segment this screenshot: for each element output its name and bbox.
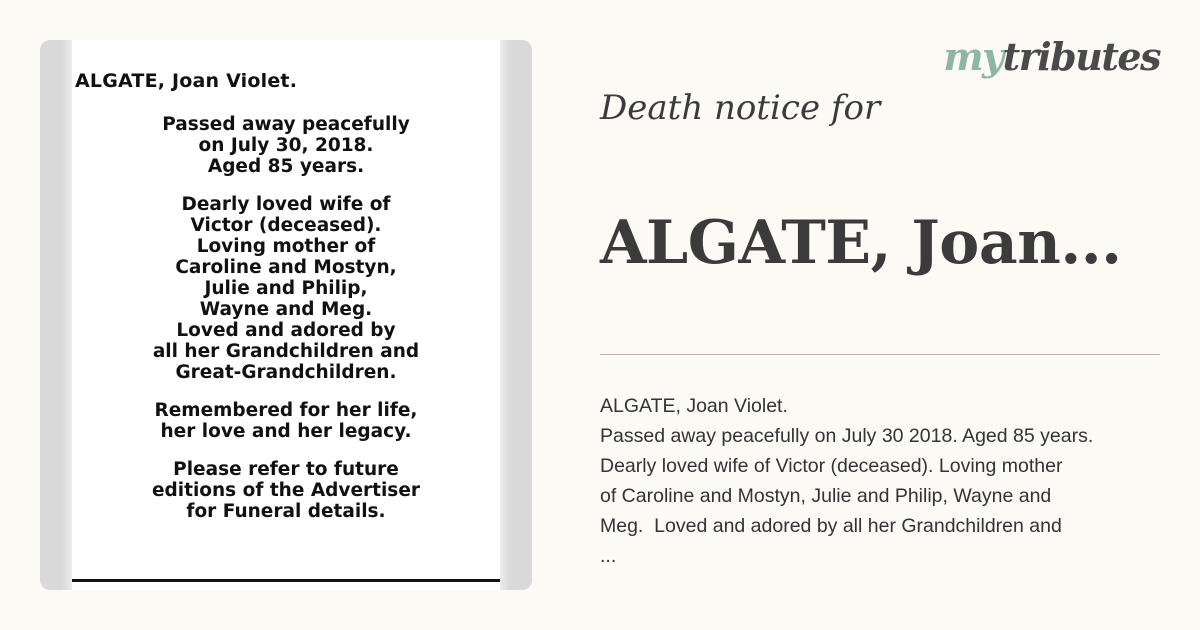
notice-heading: ALGATE, Joan Violet. — [75, 70, 298, 92]
notice-line: Passed away peacefully — [162, 114, 410, 135]
paper-shadow-right — [500, 40, 510, 590]
notice-line: Aged 85 years. — [207, 156, 365, 177]
summary-line: ALGATE, Joan Violet. — [600, 395, 788, 417]
notice-paragraph — [72, 114, 500, 177]
notice-paper — [72, 40, 500, 590]
notice-paragraph — [72, 400, 500, 442]
death-notice-image — [40, 40, 532, 590]
notice-paragraph — [72, 459, 500, 522]
notice-line: Please refer to future — [173, 459, 399, 480]
notice-line: Victor (deceased). — [190, 215, 382, 236]
paper-shadow-left — [62, 40, 72, 590]
summary-line: Passed away peacefully on July 30 2018. Aged 85 years. — [600, 425, 1094, 447]
page-subtitle: Death notice for — [600, 88, 881, 128]
notice-line: Julie and Philip, — [204, 278, 368, 299]
notice-line: Remembered for her life, — [154, 400, 418, 421]
notice-bottom-rule — [72, 579, 500, 582]
notice-body — [72, 114, 500, 539]
notice-line: editions of the Advertiser — [151, 480, 420, 501]
divider — [600, 354, 1160, 355]
summary-ellipsis: ... — [600, 545, 617, 567]
notice-line: on July 30, 2018. — [198, 135, 374, 156]
notice-line: all her Grandchildren and — [152, 341, 420, 362]
summary-line: of Caroline and Mostyn, Julie and Philip, Wayne and — [600, 485, 1052, 507]
deceased-name: ALGATE, Joan... — [600, 208, 1122, 278]
mytributes-logo[interactable] — [943, 34, 1160, 79]
notice-line: Loved and adored by — [176, 320, 396, 341]
notice-line: Wayne and Meg. — [199, 299, 373, 320]
notice-line: Dearly loved wife of — [181, 194, 391, 215]
notice-line: Caroline and Mostyn, — [175, 257, 397, 278]
logo-tributes: tributes — [1002, 34, 1160, 79]
summary-line: Meg. Loved and adored by all her Grandchildren and — [600, 515, 1062, 537]
notice-line: Great-Grandchildren. — [175, 362, 397, 383]
notice-paragraph — [72, 194, 500, 383]
notice-line: Loving mother of — [196, 236, 376, 257]
logo-my: my — [943, 34, 1003, 79]
notice-summary — [600, 391, 1160, 571]
notice-line: her love and her legacy. — [160, 421, 412, 442]
notice-line: for Funeral details. — [186, 501, 386, 522]
summary-line: Dearly loved wife of Victor (deceased). Loving mother — [600, 455, 1063, 477]
